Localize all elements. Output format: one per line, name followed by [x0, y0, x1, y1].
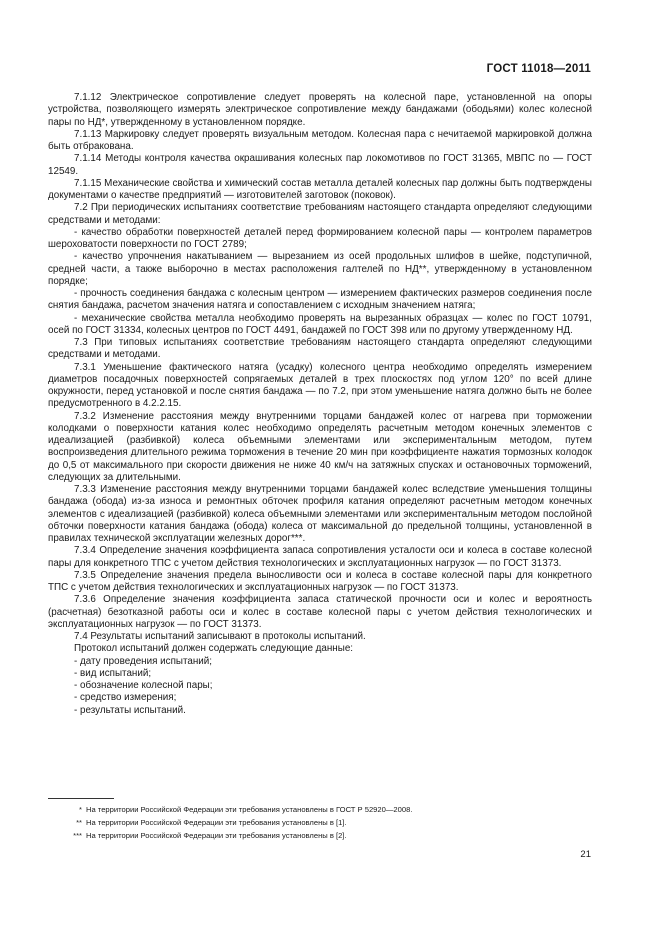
paragraph: 7.3.2 Изменение расстояния между внутренними торцами бандажей колес от нагрева при торможении колодками о поверхности катания колес необходимо определять расчетным методом конечных элементов с идеализацией (разбивкой) колеса объемными элементами или экспериментальным методом, путем воспроизведения длительного режима торможения в течение 20 мин при коэффициенте нажатия тормозных колодок до 0,5 от максимального при скорости движения не ниже 40 км/ч на затяжных спусках и остановочных торможений, следующих за длительными. [48, 410, 592, 483]
list-item: - прочность соединения бандажа с колесным центром — измерением фактических размеров соединения после снятия бандажа, расчетом значения натяга и сопоставлением с исходным значением натяга; [48, 288, 592, 312]
footnote [48, 804, 592, 817]
page-number: 21 [580, 849, 591, 860]
list-item: - результаты испытаний. [74, 704, 186, 716]
paragraph: 7.1.12 Электрическое сопротивление следует проверять на колесной паре, установленной на опоры устройства, позволяющего измерять электрическое сопротивление между бандажами (ободьями) колес колесной пары по НД*, утвержденному в установленном порядке. [48, 92, 592, 128]
document-code-header: ГОСТ 11018—2011 [486, 63, 591, 75]
footnote-mark: * [79, 805, 82, 814]
paragraph: 7.1.13 Маркировку следует проверять визуальным методом. Колесная пара с нечитаемой маркировкой должна быть отбракована. [48, 128, 592, 152]
paragraph: 7.3.6 Определение значения коэффициента запаса статической прочности оси и колес и вероятность (расчетная) безотказной работы оси и колес в составе колесной пары с учетом действия технологических и эксплуатационных нагрузок — по ГОСТ 31373. [48, 594, 592, 630]
paragraph: 7.3.5 Определение значения предела выносливости оси и колеса в составе колесной пары для конкретного ТПС с учетом действия технологических и эксплуатационных нагрузок — по ГОСТ 31373. [48, 569, 592, 593]
paragraph: 7.3.4 Определение значения коэффициента запаса сопротивления усталости оси и колеса в составе колесной пары для конкретного ТПС с учетом действия технологических и эксплуатационных нагрузок — по ГОСТ 31373. [48, 545, 592, 569]
paragraph: Протокол испытаний должен содержать следующие данные: [74, 643, 354, 655]
paragraph: 7.3 При типовых испытаниях соответствие требованиям настоящего стандарта определяют следующими средствами и методами. [48, 337, 592, 361]
paragraph: 7.3.1 Уменьшение фактического натяга (усадку) колесного центра необходимо определять измерением диаметров посадочных поверхностей сопрягаемых деталей в трех плоскостях под углом 120° по всей длине окружности, перед установкой и после снятия бандажа — по 7.2, при этом уменьшение натяга должно быть не более предусмотренного в 4.2.2.15. [48, 361, 592, 410]
list-item: - средство измерения; [74, 692, 177, 704]
paragraph: 7.4 Результаты испытаний записывают в протоколы испытаний. [74, 631, 366, 642]
footnote [48, 817, 592, 830]
footnote-text: На территории Российской Федерации эти требования установлены в ГОСТ Р 52920—2008. [86, 805, 413, 814]
paragraph: 7.3.3 Изменение расстояния между внутренними торцами бандажей колес вследствие уменьшения толщины бандажа (обода) из-за износа и ремонтных обточек профиля катания определяют расчетным методом конечных элементов с идеализацией (разбивкой) колеса объемными элементами или экспериментальным методом послойной обточки поверхности катания бандажа (обода) колеса от максимальной до предельной толщины, установленной в правилах технической эксплуатации железных дорог***. [48, 484, 592, 544]
footnote [48, 830, 592, 843]
footnote-divider [48, 798, 114, 799]
footnotes [48, 804, 592, 843]
footnote-mark: *** [73, 830, 82, 840]
document-body [48, 92, 592, 717]
paragraph: 7.1.15 Механические свойства и химический состав металла деталей колесных пар должны быть подтверждены документами о качестве предприятий — изготовителей заготовок (поковок). [48, 177, 592, 201]
list-item: - механические свойства металла необходимо проверять на вырезанных образцах — колес по ГОСТ 10791, осей по ГОСТ 31334, колесных центров по ГОСТ 4491, бандажей по ГОСТ 398 или по другому утвержденному НД. [48, 312, 592, 336]
footnote-text: На территории Российской Федерации эти требования установлены в [1]. [86, 817, 347, 827]
list-item: - качество упрочнения накатыванием — вырезанием из осей продольных шлифов в шейке, подступичной, средней части, а также выборочно в местах расположения галтелей по НД**, утвержденному в установленном порядке; [48, 251, 592, 287]
list-item: - вид испытаний; [74, 667, 152, 679]
footnote-mark: ** [76, 817, 82, 827]
paragraph: 7.2 При периодических испытаниях соответствие требованиям настоящего стандарта определяют следующими средствами и методами: [48, 202, 592, 226]
list-item: - обозначение колесной пары; [74, 680, 213, 691]
paragraph: 7.1.14 Методы контроля качества окрашивания колесных пар локомотивов по ГОСТ 31365, МВПС по — ГОСТ 12549. [48, 153, 592, 177]
list-item: - дату проведения испытаний; [74, 655, 213, 667]
footnote-text: На территории Российской Федерации эти требования установлены в [2]. [86, 830, 347, 840]
list-item: - качество обработки поверхностей деталей перед формированием колесной пары — контролем параметров шероховатости поверхности по ГОСТ 2789; [48, 226, 592, 250]
